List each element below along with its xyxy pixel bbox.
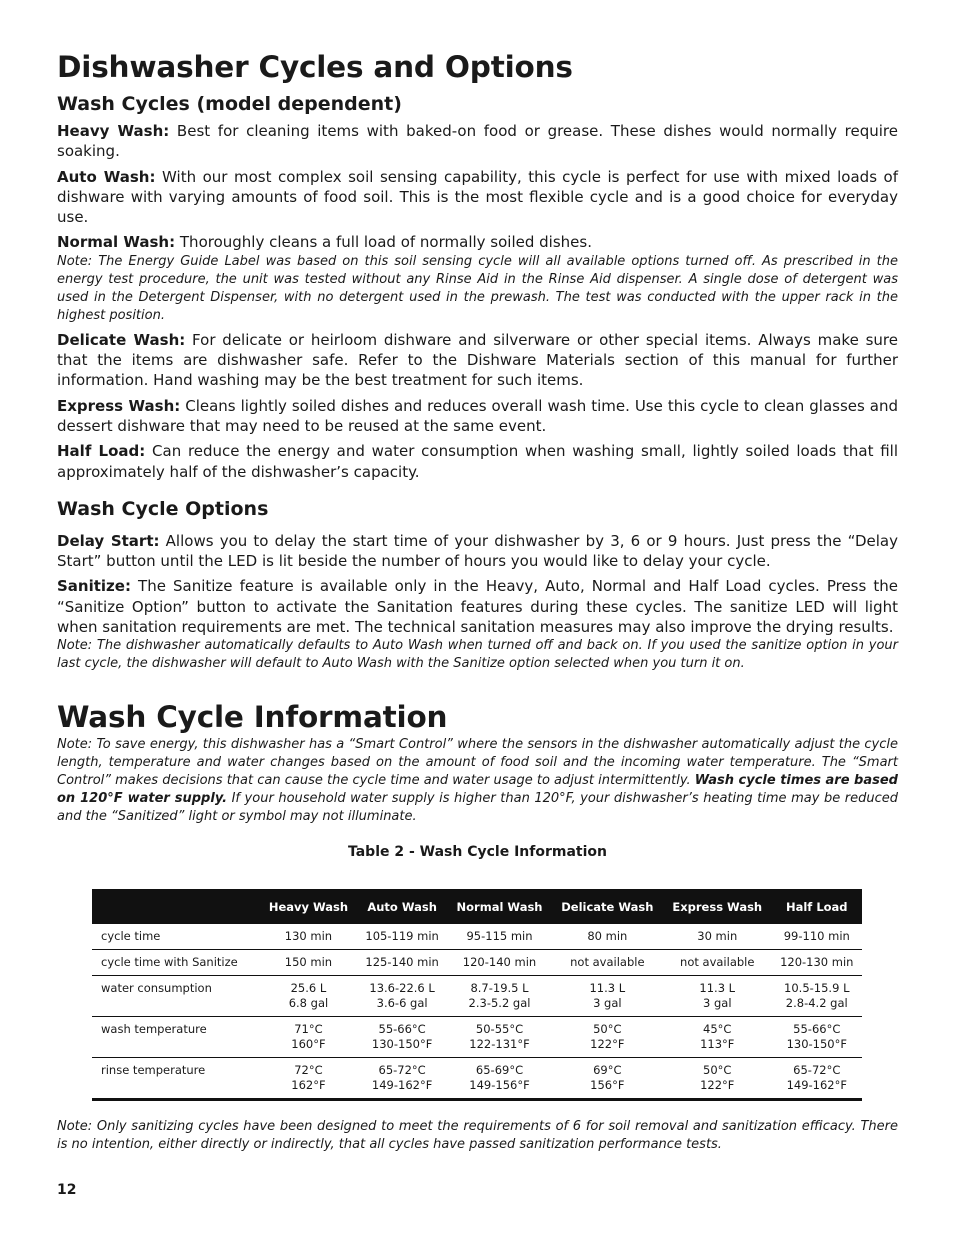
cell-line: not available xyxy=(680,955,755,969)
cell-line: 80 min xyxy=(587,929,628,943)
normal-wash-term: Normal Wash: xyxy=(57,233,176,252)
cell-line: 3 gal xyxy=(703,996,732,1010)
cell-line: 160°F xyxy=(291,1037,326,1051)
table-cell xyxy=(357,1058,447,1100)
cell-line: 2.8-4.2 gal xyxy=(785,996,848,1010)
delicate-wash-text: For delicate or heirloom dishware and silverware or other special items. Always make sure that the items are dishwasher safe. Refer to the Dishware Materials section of this manual for further information. Hand washing may be the best treatment for such items. xyxy=(57,330,898,390)
table-cell xyxy=(357,1017,447,1058)
cell-line: 162°F xyxy=(291,1078,326,1092)
table-row xyxy=(92,1058,862,1100)
half-load-paragraph xyxy=(57,441,898,482)
table-cell xyxy=(260,976,357,1017)
table-cell xyxy=(772,1058,862,1100)
cell-line: 6.8 gal xyxy=(288,996,329,1010)
header-auto-wash: Auto Wash xyxy=(357,889,447,924)
cell-line: 130 min xyxy=(284,929,333,943)
heavy-wash-text: Best for cleaning items with baked-on food or grease. These dishes would normally require soaking. xyxy=(57,122,898,161)
cell-line: 55-66°C xyxy=(378,1022,426,1036)
delicate-wash-paragraph xyxy=(57,330,898,391)
water-supply-emphasis: Wash cycle times are based on 120°F water supply. xyxy=(57,773,898,807)
table-cell xyxy=(663,924,772,950)
row-label: rinse temperature xyxy=(92,1058,260,1100)
row-label: cycle time with Sanitize xyxy=(92,950,260,976)
sanitization-footer-note: Note: Only sanitizing cycles have been designed to meet the requirements of 6 for soil removal and sanitization efficacy. There is no intention, either directly or indirectly, that all cycles have passed sanitization performance tests. xyxy=(57,1119,898,1152)
cell-line: 30 min xyxy=(697,929,738,943)
half-load-term: Half Load: xyxy=(57,442,146,461)
cell-line: 113°F xyxy=(700,1037,735,1051)
sanitize-paragraph xyxy=(57,576,898,637)
table-cell xyxy=(772,924,862,950)
auto-wash-term: Auto Wash: xyxy=(57,167,156,186)
table-row xyxy=(92,950,862,976)
header-delicate-wash: Delicate Wash xyxy=(552,889,663,924)
cell-line: 122°F xyxy=(590,1037,625,1051)
cell-line: 149-156°F xyxy=(469,1078,530,1092)
table-cell xyxy=(772,950,862,976)
half-load-text: Can reduce the energy and water consumption when washing small, lightly soiled loads that fill approximately half of the dishwasher’s capacity. xyxy=(57,442,898,481)
table-cell xyxy=(552,1017,663,1058)
table-cell xyxy=(447,924,551,950)
table-caption: Table 2 - Wash Cycle Information xyxy=(347,844,607,861)
cell-line: 69°C xyxy=(593,1063,622,1077)
cell-line: 95-115 min xyxy=(466,929,533,943)
table-cell xyxy=(447,1058,551,1100)
table-cell xyxy=(357,950,447,976)
cell-line: 72°C xyxy=(294,1063,323,1077)
cell-line: 3.6-6 gal xyxy=(376,996,428,1010)
cell-line: 65-69°C xyxy=(475,1063,524,1077)
header-half-load: Half Load xyxy=(772,889,862,924)
header-cell-blank xyxy=(92,889,260,924)
wash-cycle-options-heading: Wash Cycle Options xyxy=(57,497,269,520)
cell-line: 130-150°F xyxy=(371,1037,433,1051)
cell-line: 99-110 min xyxy=(783,929,850,943)
table-cell xyxy=(357,924,447,950)
cell-line: 13.6-22.6 L xyxy=(369,981,435,995)
cell-line: 156°F xyxy=(590,1078,625,1092)
table-cell xyxy=(663,976,772,1017)
cell-line: 50°C xyxy=(593,1022,622,1036)
header-express-wash: Express Wash xyxy=(663,889,772,924)
cell-line: 65-72°C xyxy=(793,1063,841,1077)
table-header-row xyxy=(92,889,862,924)
cell-line: 149-162°F xyxy=(371,1078,433,1092)
page-number: 12 xyxy=(57,1182,77,1198)
cell-line: 8.7-19.5 L xyxy=(470,981,529,995)
cell-line: 11.3 L xyxy=(589,981,626,995)
table-cell xyxy=(447,1017,551,1058)
auto-wash-text: With our most complex soil sensing capability, this cycle is perfect for use with mixed loads of dishware with varying amounts of food soil. This is the most flexible cycle and is a good choice for everyday use. xyxy=(57,167,899,227)
cell-line: 11.3 L xyxy=(699,981,736,995)
table-cell xyxy=(552,976,663,1017)
delicate-wash-term: Delicate Wash: xyxy=(57,330,186,349)
row-label: water consumption xyxy=(92,976,260,1017)
cell-line: 25.6 L xyxy=(290,981,327,995)
table-cell xyxy=(772,1017,862,1058)
sanitize-text: The Sanitize feature is available only in the Heavy, Auto, Normal and Half Load cycles. Press the “Sanitize Option” button to activate the Sanitation features during these cycles. The sanitize LED will light when sanitation requirements are met. The technical sanitation measures may also improve the drying results. xyxy=(57,577,898,637)
cell-line: 120-140 min xyxy=(462,955,537,969)
sanitize-term: Sanitize: xyxy=(57,577,131,596)
cell-line: 10.5-15.9 L xyxy=(784,981,850,995)
cell-line: 50°C xyxy=(703,1063,732,1077)
cell-line: 125-140 min xyxy=(365,955,439,969)
wash-cycle-table xyxy=(92,889,862,1101)
table-row xyxy=(92,1017,862,1058)
wash-cycles-heading: Wash Cycles (model dependent) xyxy=(57,93,402,115)
header-normal-wash: Normal Wash xyxy=(447,889,551,924)
header-heavy-wash: Heavy Wash xyxy=(260,889,357,924)
table-cell xyxy=(447,950,551,976)
normal-wash-paragraph xyxy=(57,232,898,252)
auto-wash-default-note: Note: The dishwasher automatically defaults to Auto Wash when turned off and back on. If you used the sanitize option in your last cycle, the dishwasher will default to Auto Wash with the Sanitize option selected when you turn it on. xyxy=(57,638,898,672)
delay-start-paragraph xyxy=(57,531,898,572)
table-cell xyxy=(663,950,772,976)
table-cell xyxy=(552,924,663,950)
table-cell xyxy=(663,1017,772,1058)
normal-wash-text: Thoroughly cleans a full load of normally soiled dishes. xyxy=(175,233,592,252)
table-cell xyxy=(772,976,862,1017)
delay-start-term: Delay Start: xyxy=(57,531,160,550)
cell-line: 45°C xyxy=(703,1022,732,1036)
table-cell xyxy=(552,1058,663,1100)
cell-line: 50-55°C xyxy=(475,1022,524,1036)
cell-line: 71°C xyxy=(294,1022,323,1036)
table-body xyxy=(92,924,862,1100)
cell-line: 122-131°F xyxy=(469,1037,530,1051)
energy-guide-note: Note: The Energy Guide Label was based on this soil sensing cycle will all available options turned off. As prescribed in the energy test procedure, the unit was tested without any Rinse Aid in the Rinse Aid dispenser. A single dose of detergent was used in the Detergent Dispenser, with no detergent used in the prewash. The test was conducted with the upper rack in the highest position. xyxy=(57,253,898,323)
auto-wash-paragraph xyxy=(57,167,898,228)
table-cell xyxy=(260,950,357,976)
smart-control-note-text: Note: To save energy, this dishwasher has a “Smart Control” where the sensors in the dishwasher automatically adjust the cycle length, temperature and water changes based on the amount of food soil and the incoming water temperature. The “Smart Control” makes decisions that can cause the cycle time and water usage to adjust intermittently. xyxy=(57,737,898,789)
table-cell xyxy=(663,1058,772,1100)
wash-cycle-information-title: Wash Cycle Information xyxy=(57,700,448,735)
cell-line: 149-162°F xyxy=(786,1078,847,1092)
express-wash-paragraph xyxy=(57,396,898,437)
heavy-wash-paragraph xyxy=(57,121,898,162)
cell-line: 150 min xyxy=(284,955,333,969)
cell-line: 120-130 min xyxy=(780,955,854,969)
express-wash-term: Express Wash: xyxy=(57,396,181,415)
cell-line: 3 gal xyxy=(593,996,622,1010)
cell-line: 122°F xyxy=(700,1078,735,1092)
table-cell xyxy=(260,1017,357,1058)
cell-line: 130-150°F xyxy=(786,1037,847,1051)
row-label: cycle time xyxy=(101,929,161,943)
table-row xyxy=(92,924,862,950)
row-label: wash temperature xyxy=(92,1017,260,1058)
express-wash-text: Cleans lightly soiled dishes and reduces overall wash time. Use this cycle to clean glasses and dessert dishware that may need to be reused at the same event. xyxy=(57,396,899,435)
cell-line: 2.3-5.2 gal xyxy=(468,996,531,1010)
cell-line: not available xyxy=(570,955,645,969)
table-cell xyxy=(260,1058,357,1100)
table-cell xyxy=(357,976,447,1017)
page-content xyxy=(57,48,898,862)
page-title: Dishwasher Cycles and Options xyxy=(57,50,573,84)
delay-start-text: Allows you to delay the start time of your dishwasher by 3, 6 or 9 hours. Just press the “Delay Start” button until the LED is lit beside the number of hours you would like to delay your cycle. xyxy=(57,531,898,571)
cell-line: 55-66°C xyxy=(793,1022,841,1036)
table-row xyxy=(92,976,862,1017)
smart-control-note-continued: If your household water supply is higher than 120°F, your dishwasher’s heating time may be reduced and the “Sanitized” light or symbol may not illuminate. xyxy=(57,791,898,825)
table-cell xyxy=(447,976,551,1017)
cell-line: 105-119 min xyxy=(365,929,439,943)
table-cell xyxy=(552,950,663,976)
table-cell xyxy=(260,924,357,950)
smart-control-note xyxy=(57,736,898,826)
cell-line: 65-72°C xyxy=(378,1063,426,1077)
heavy-wash-term: Heavy Wash: xyxy=(57,122,170,140)
